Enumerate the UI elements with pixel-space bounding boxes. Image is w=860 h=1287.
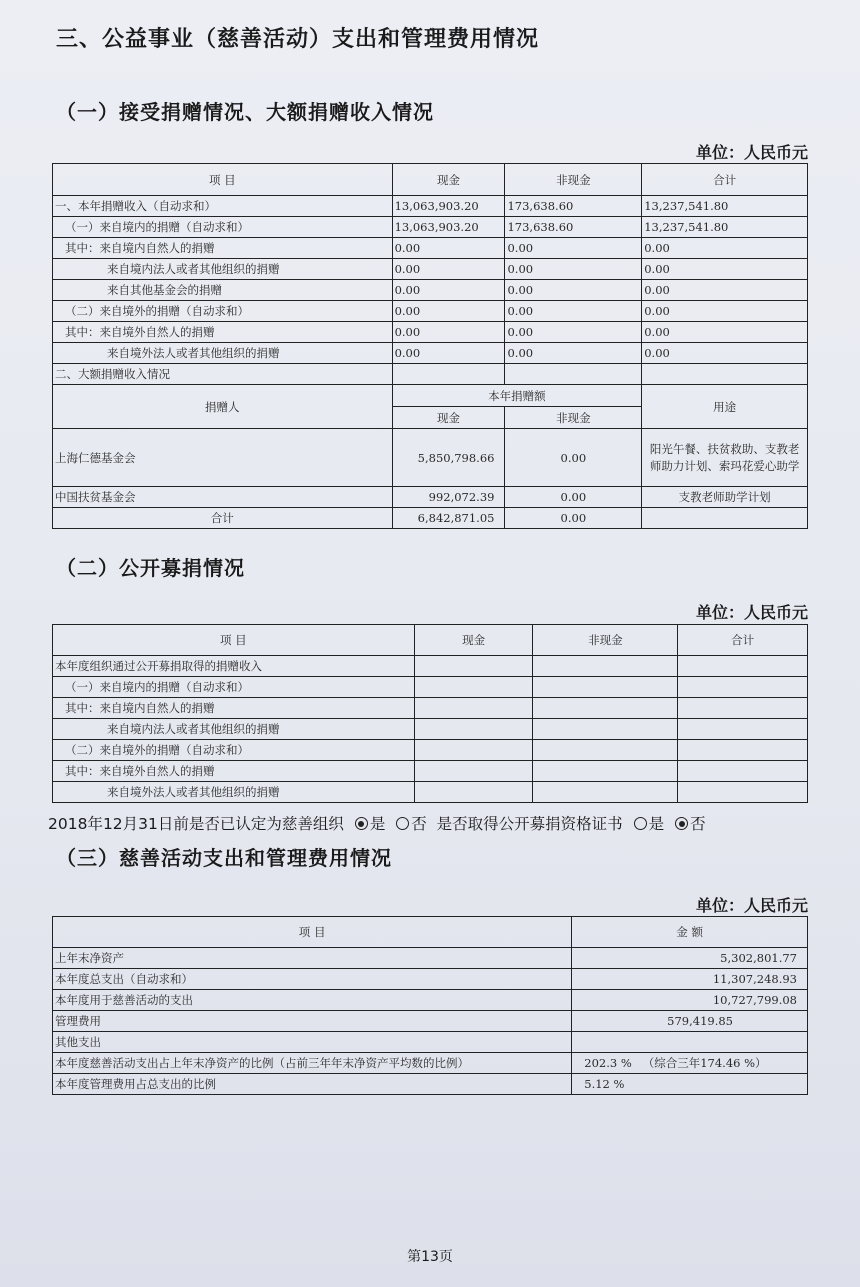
row-total: 13,237,541.80 (642, 196, 808, 217)
large-donation-label: 二、大额捐赠收入情况 (53, 364, 393, 385)
row-value: 5,302,801.77 (572, 948, 808, 969)
row-label: 其中：来自境内自然人的捐赠 (53, 698, 415, 719)
row-label: 来自境外法人或者其他组织的捐赠 (53, 343, 393, 364)
total-noncash: 0.00 (505, 508, 642, 529)
table-row (53, 948, 808, 969)
total-label: 合计 (53, 508, 393, 529)
header-noncash: 非现金 (533, 625, 678, 656)
table-row (53, 259, 808, 280)
table-row (53, 698, 808, 719)
table-row (53, 1032, 808, 1053)
header-item: 项 目 (53, 164, 393, 196)
header-amount: 本年捐赠额 (392, 385, 642, 407)
table-row (53, 990, 808, 1011)
table-row (53, 301, 808, 322)
row-value: 579,419.85 (572, 1011, 808, 1032)
table-row (53, 280, 808, 301)
row-value: 202.3 % （综合三年174.46 %） (572, 1053, 808, 1074)
table-row (53, 364, 808, 385)
row-noncash: 0.00 (505, 259, 642, 280)
row-label: 其中：来自境外自然人的捐赠 (53, 322, 393, 343)
row-label: 本年度用于慈善活动的支出 (53, 990, 572, 1011)
q1-yes-radio[interactable] (355, 817, 368, 830)
row-label: （二）来自境外的捐赠（自动求和） (53, 301, 393, 322)
q1-no-label: 否 (411, 815, 427, 833)
table-row (53, 487, 808, 508)
row-cash: 0.00 (392, 238, 505, 259)
row-value: 5.12 % (572, 1074, 808, 1095)
donor-cash: 992,072.39 (392, 487, 505, 508)
charity-status-line (48, 812, 706, 834)
row-value: 11,307,248.93 (572, 969, 808, 990)
header-item: 项 目 (53, 625, 415, 656)
donor-cash: 5,850,798.66 (392, 429, 505, 487)
row-value: 10,727,799.08 (572, 990, 808, 1011)
section2-heading: （二）公开募捐情况 (56, 556, 245, 580)
row-noncash: 173,638.60 (505, 196, 642, 217)
row-cash: 0.00 (392, 280, 505, 301)
row-cash: 0.00 (392, 301, 505, 322)
header-noncash: 非现金 (505, 164, 642, 196)
table-row (53, 343, 808, 364)
row-total: 0.00 (642, 301, 808, 322)
row-label: 本年度慈善活动支出占上年末净资产的比例（占前三年年末净资产平均数的比例） (53, 1053, 572, 1074)
section3-heading: （三）慈善活动支出和管理费用情况 (56, 846, 392, 870)
public-fundraising-table (52, 624, 808, 803)
section1-unit: 单位：人民币元 (695, 143, 808, 162)
header-large-cash: 现金 (392, 407, 505, 429)
row-label: 来自境外法人或者其他组织的捐赠 (53, 782, 415, 803)
section3-unit: 单位：人民币元 (695, 896, 808, 915)
row-total: 13,237,541.80 (642, 217, 808, 238)
q2-no-label: 否 (690, 815, 706, 833)
row-label: 其中：来自境内自然人的捐赠 (53, 238, 393, 259)
q1-no-radio[interactable] (396, 817, 409, 830)
table-row (53, 322, 808, 343)
row-label: 本年度组织通过公开募捐取得的捐赠收入 (53, 656, 415, 677)
table-row (53, 238, 808, 259)
row-label: （一）来自境内的捐赠（自动求和） (53, 217, 393, 238)
row-noncash: 0.00 (505, 322, 642, 343)
header-cash: 现金 (392, 164, 505, 196)
table-row (53, 656, 808, 677)
table-row (53, 761, 808, 782)
donor-noncash: 0.00 (505, 429, 642, 487)
row-label: 上年末净资产 (53, 948, 572, 969)
row-total: 0.00 (642, 259, 808, 280)
row-label: 来自境内法人或者其他组织的捐赠 (53, 719, 415, 740)
row-noncash: 0.00 (505, 301, 642, 322)
total-cash: 6,842,871.05 (392, 508, 505, 529)
row-cash: 0.00 (392, 343, 505, 364)
donation-table (52, 163, 808, 529)
table-row (53, 740, 808, 761)
section2-unit: 单位：人民币元 (695, 603, 808, 622)
row-total: 0.00 (642, 280, 808, 301)
row-label: （一）来自境内的捐赠（自动求和） (53, 677, 415, 698)
donor-name: 中国扶贫基金会 (53, 487, 393, 508)
header-total: 合计 (678, 625, 808, 656)
q2-label: 是否取得公开募捐资格证书 (436, 815, 623, 833)
q2-yes-radio[interactable] (634, 817, 647, 830)
donor-name: 上海仁德基金会 (53, 429, 393, 487)
row-label: 管理费用 (53, 1011, 572, 1032)
row-noncash: 173,638.60 (505, 217, 642, 238)
row-label: 其他支出 (53, 1032, 572, 1053)
header-donor: 捐赠人 (53, 385, 393, 429)
row-cash: 0.00 (392, 259, 505, 280)
row-label: 一、本年捐赠收入（自动求和） (53, 196, 393, 217)
row-label: 本年度管理费用占总支出的比例 (53, 1074, 572, 1095)
q1-label: 2018年12月31日前是否已认定为慈善组织 (48, 815, 344, 833)
table-row (53, 196, 808, 217)
q2-yes-label: 是 (648, 815, 665, 833)
row-cash: 13,063,903.20 (392, 196, 505, 217)
row-label: 其中：来自境外自然人的捐赠 (53, 761, 415, 782)
table-row (53, 429, 808, 487)
table-row (53, 719, 808, 740)
table-row (53, 677, 808, 698)
header-cash: 现金 (414, 625, 533, 656)
header-large-noncash: 非现金 (505, 407, 642, 429)
q1-yes-label: 是 (369, 815, 386, 833)
row-value (572, 1032, 808, 1053)
row-cash: 0.00 (392, 322, 505, 343)
section1-heading: （一）接受捐赠情况、大额捐赠收入情况 (56, 100, 434, 124)
row-label: 本年度总支出（自动求和） (53, 969, 572, 990)
row-noncash: 0.00 (505, 280, 642, 301)
row-total: 0.00 (642, 343, 808, 364)
row-label: （二）来自境外的捐赠（自动求和） (53, 740, 415, 761)
header-total: 合计 (642, 164, 808, 196)
row-noncash: 0.00 (505, 343, 642, 364)
table-row (53, 1053, 808, 1074)
row-total: 0.00 (642, 322, 808, 343)
header-purpose: 用途 (642, 385, 808, 429)
table-row (53, 1011, 808, 1032)
expenditure-table (52, 916, 808, 1095)
q2-no-radio[interactable] (675, 817, 688, 830)
donor-purpose: 阳光午餐、扶贫救助、支教老师助力计划、索玛花爱心助学 (642, 429, 808, 487)
header-amount: 金 额 (572, 917, 808, 948)
table-row (53, 782, 808, 803)
header-item: 项 目 (53, 917, 572, 948)
row-total: 0.00 (642, 238, 808, 259)
row-noncash: 0.00 (505, 238, 642, 259)
donor-noncash: 0.00 (505, 487, 642, 508)
table-row (53, 1074, 808, 1095)
row-label: 来自其他基金会的捐赠 (53, 280, 393, 301)
page-title: 三、公益事业（慈善活动）支出和管理费用情况 (56, 27, 540, 52)
table-row (53, 508, 808, 529)
table-row (53, 217, 808, 238)
row-label: 来自境内法人或者其他组织的捐赠 (53, 259, 393, 280)
table-row (53, 969, 808, 990)
donor-purpose: 支教老师助学计划 (642, 487, 808, 508)
row-cash: 13,063,903.20 (392, 217, 505, 238)
page-number: 第13页 (407, 1249, 453, 1265)
